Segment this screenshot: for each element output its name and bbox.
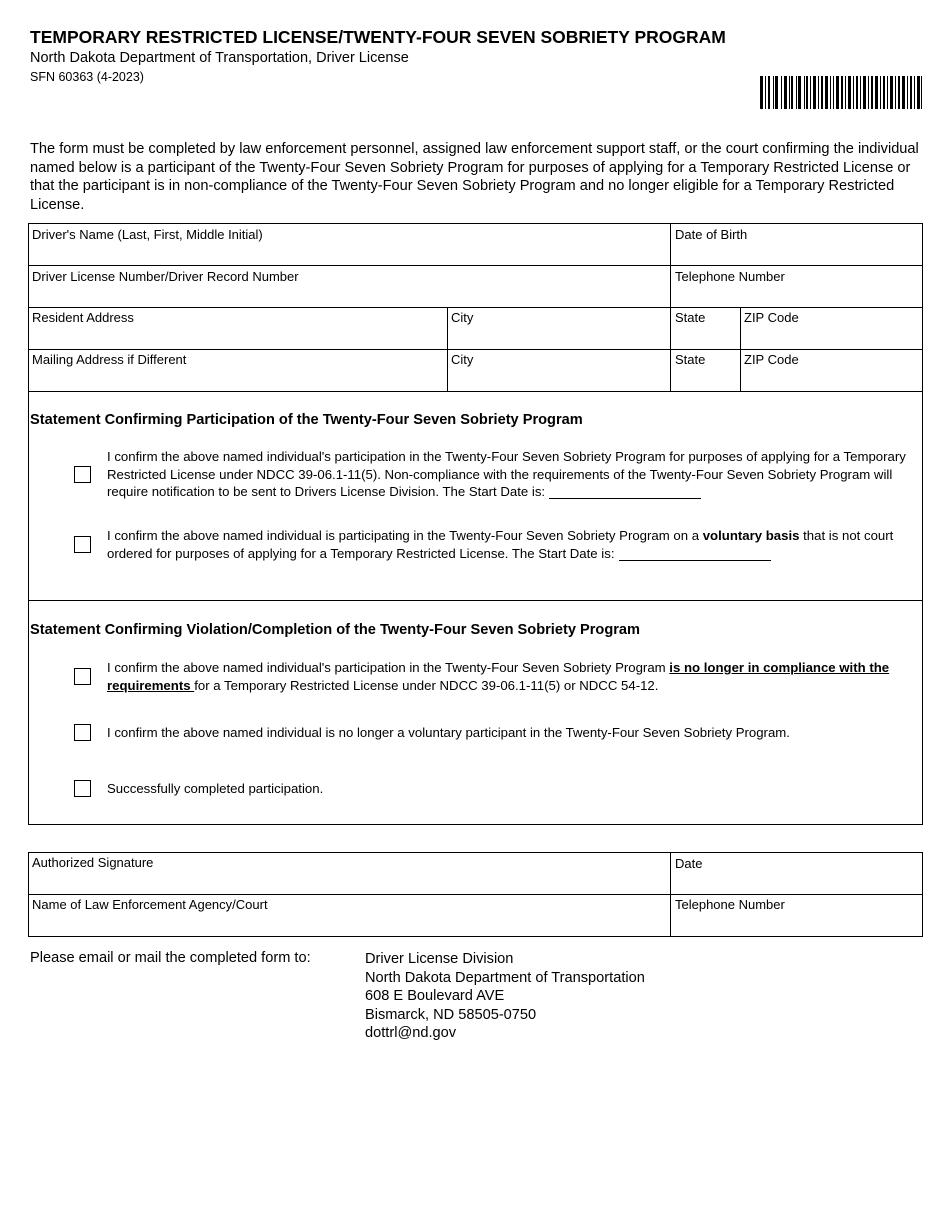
address-line-division: Driver License Division <box>365 951 514 967</box>
completed-participation-checkbox[interactable] <box>74 780 91 797</box>
address-line-street: 608 E Boulevard AVE <box>365 988 505 1005</box>
resident-city-field[interactable]: City <box>451 310 474 325</box>
violation-section-title: Statement Confirming Violation/Completion of the Twenty-Four Seven Sobriety Program <box>30 622 641 638</box>
participation-start-date-field[interactable] <box>549 484 701 499</box>
barcode <box>760 76 922 109</box>
driver-telephone-field[interactable]: Telephone Number <box>675 269 785 284</box>
voluntary-participation-statement: I confirm the above named individual is participating in the Twenty-Four Seven Sobriety Program on a voluntary basis that is not court ordered for purposes of applying for a Temporary Restricted License. The Start Date is: <box>107 528 894 561</box>
voluntary-start-date-field[interactable] <box>619 546 771 561</box>
form-title: TEMPORARY RESTRICTED LICENSE/TWENTY-FOUR SEVEN SOBRIETY PROGRAM <box>30 27 726 47</box>
participation-statement: I confirm the above named individual's participation in the Twenty-Four Seven Sobriety Program for purposes of applying for a Temporary Restricted License under NDCC 39-06.1-11(5). Non-compliance with the requirements of the Twenty-Four Seven Sobriety Program will require notification to be sent to Drivers License Division. The Start Date is: <box>107 449 906 499</box>
drivers-name-field[interactable]: Driver's Name (Last, First, Middle Initial) <box>32 227 263 242</box>
mailing-state-field[interactable]: State <box>675 352 706 367</box>
mailing-address-block <box>365 950 645 1043</box>
no-longer-voluntary-statement: I confirm the above named individual is no longer a voluntary participant in the Twenty-Four Seven Sobriety Program. <box>107 725 790 740</box>
signature-date-field[interactable]: Date <box>675 856 703 871</box>
resident-zip-field[interactable]: ZIP Code <box>744 310 799 325</box>
mailing-address-field[interactable]: Mailing Address if Different <box>32 352 187 367</box>
no-longer-voluntary-checkbox[interactable] <box>74 724 91 741</box>
authorized-signature-field[interactable]: Authorized Signature <box>32 855 154 870</box>
participation-section-title: Statement Confirming Participation of the Twenty-Four Seven Sobriety Program <box>30 412 583 428</box>
participation-checkbox[interactable] <box>74 466 91 483</box>
address-line-department: North Dakota Department of Transportation <box>365 969 645 986</box>
address-line-city: Bismarck, ND 58505-0750 <box>365 1006 537 1023</box>
non-compliance-statement: I confirm the above named individual's participation in the Twenty-Four Seven Sobriety Program is no longer in compliance with the requirements for a Temporary Restricted License under NDCC 39-06.1-11(5) or NDCC 54-12. <box>107 660 890 693</box>
email-link[interactable]: dottrl@nd.gov <box>365 1025 457 1042</box>
form-number: SFN 60363 (4-2023) <box>30 70 144 84</box>
completed-participation-statement: Successfully completed participation. <box>107 781 324 796</box>
mailing-city-field[interactable]: City <box>451 352 474 367</box>
date-of-birth-field[interactable]: Date of Birth <box>675 227 748 242</box>
agency-name-field[interactable]: Name of Law Enforcement Agency/Court <box>32 897 268 912</box>
voluntary-participation-checkbox[interactable] <box>74 536 91 553</box>
license-number-field[interactable]: Driver License Number/Driver Record Number <box>32 269 299 284</box>
resident-state-field[interactable]: State <box>675 310 706 325</box>
non-compliance-checkbox[interactable] <box>74 668 91 685</box>
intro-paragraph: The form must be completed by law enforcement personnel, assigned law enforcement support staff, or the court confirming the individual named below is a participant of the Twenty-Four Seven Sobriety Program for purposes of applying for a Temporary Restricted License or that the participant is in non-compliance of the Twenty-Four Seven Sobriety Program and no longer eligible for a Temporary Restricted License. <box>30 141 919 213</box>
mailing-zip-field[interactable]: ZIP Code <box>744 352 799 367</box>
resident-address-field[interactable]: Resident Address <box>32 310 134 325</box>
form-subtitle: North Dakota Department of Transportation, Driver License <box>30 50 409 66</box>
mailing-instructions: Please email or mail the completed form to: <box>30 950 311 966</box>
agency-telephone-field[interactable]: Telephone Number <box>675 897 785 912</box>
